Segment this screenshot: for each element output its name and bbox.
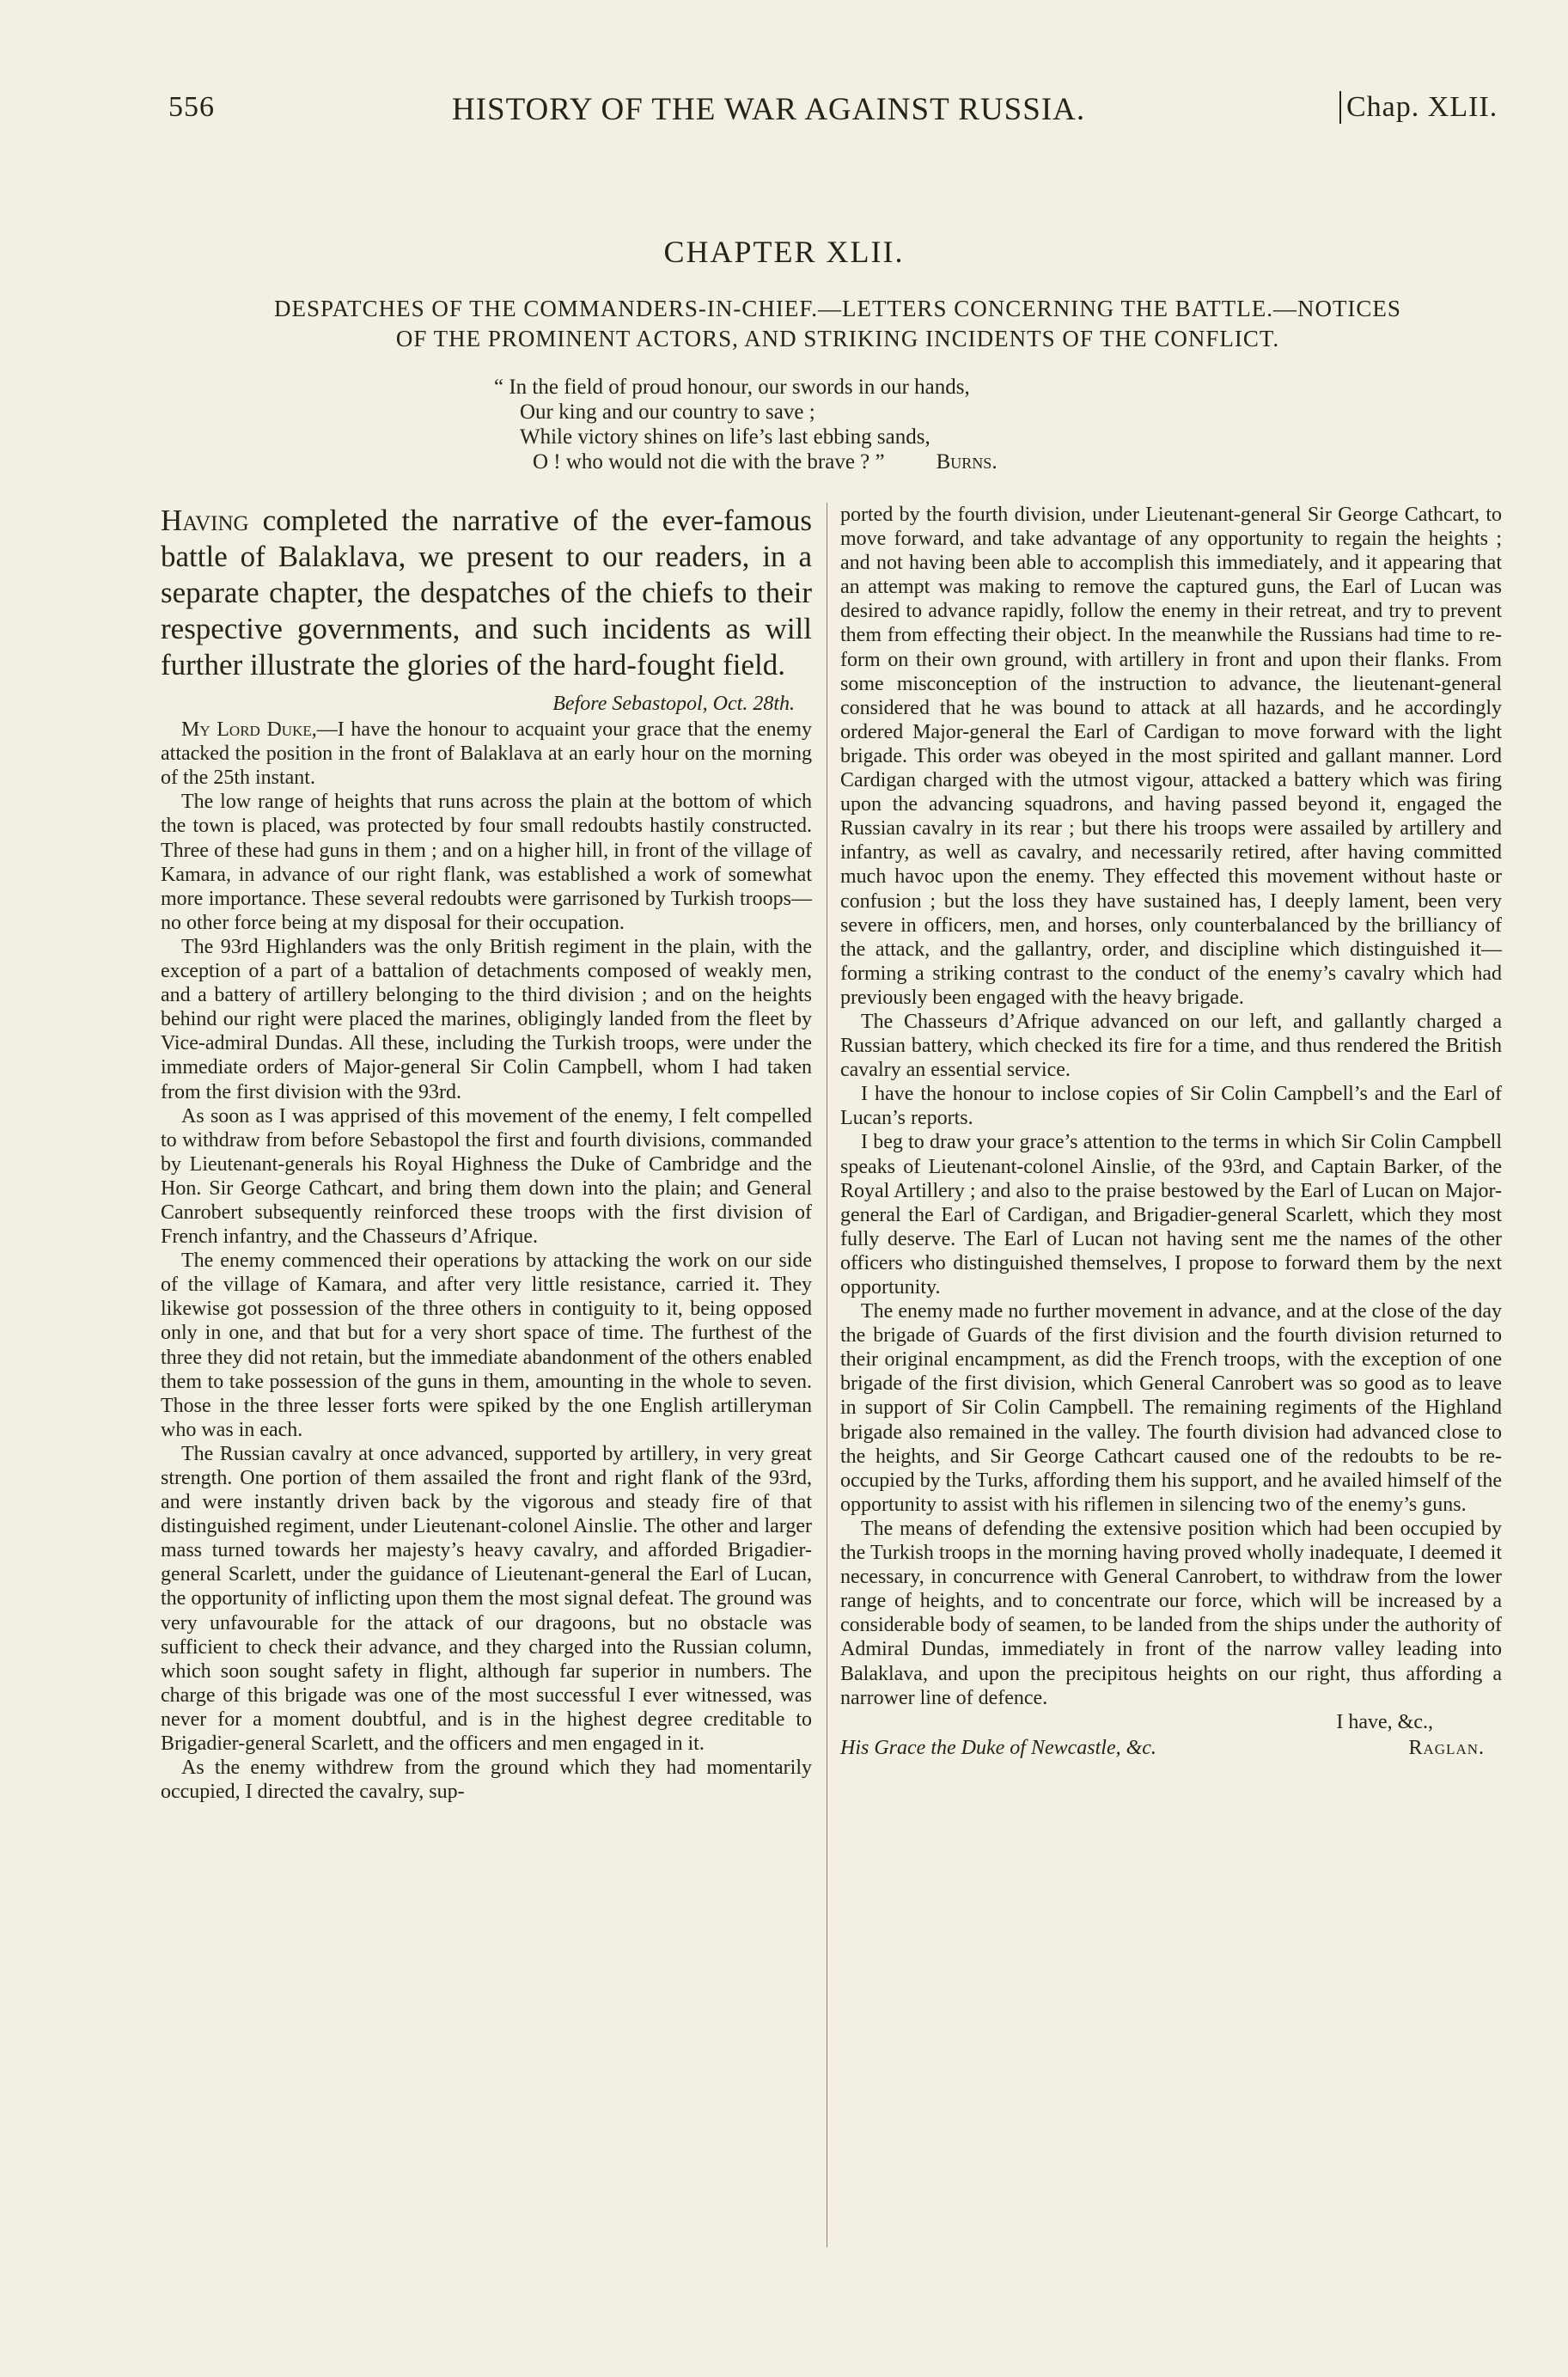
- dateline: Before Sebastopol, Oct. 28th.: [552, 693, 795, 715]
- left-column: [161, 503, 812, 1804]
- lead-text: completed the narrative of the ever-famous battle of Balaklava, we present to our readers, in a separate chapter, the despatches of the chiefs to their respective governments, and such incidents as will further illustrate the glories of the hard-fought field.: [161, 504, 812, 681]
- addressee: His Grace the Duke of Newcastle, &c.: [840, 1736, 1156, 1759]
- subtitle-line-2: OF THE PROMINENT ACTORS, AND STRIKING INCIDENTS OF THE CONFLICT.: [395, 326, 1280, 351]
- signature: Raglan.: [1408, 1736, 1485, 1759]
- closing: I have, &c.,: [1336, 1710, 1433, 1733]
- paragraph: I beg to draw your grace’s attention to the terms in which Sir Colin Campbell speaks of Lieutenant-colonel Ainslie, of the 93rd, and Captain Barker, of the Royal Artillery ; and also to the praise bestowed by the Earl of Lucan on Major-general the Earl of Cardigan, and Brigadier-general Scarlett, which they most fully deserve. The Earl of Lucan not having sent me the names of the other officers who distinguished themselves, I propose to forward them by the next opportunity.: [840, 1131, 1502, 1298]
- paragraph: The means of defending the extensive position which had been occupied by the Turkish troops in the morning having proved wholly inadequate, I deemed it necessary, in concurrence with General Canrobert, to withdraw from the lower range of heights, and to concentrate our force, which will be increased by a considerable body of seamen, to be landed from the ships under the authority of Admiral Dundas, immediately in front of the narrow valley leading into Balaklava, and upon the precipitous heights on our right, thus affording a narrower line of defence.: [840, 1517, 1502, 1709]
- epigraph: [494, 375, 1216, 474]
- running-head: [168, 91, 1516, 134]
- epigraph-line-4-text: O ! who would not die with the brave ? ”: [533, 450, 885, 474]
- chapter-subtitle: [159, 294, 1516, 354]
- epigraph-line-2: Our king and our country to save ;: [520, 400, 815, 424]
- chapter-reference: Chap. XLII.: [1339, 91, 1498, 124]
- paragraph-text: —I have the honour to acquaint your grace that the enemy attacked the position in the front of Balaklava at an early hour on the morning of the 25th instant.: [161, 718, 812, 790]
- lead-paragraph: [161, 503, 812, 683]
- paragraph: As the enemy withdrew from the ground which they had momentarily occupied, I directed the cavalry, sup-: [161, 1757, 812, 1804]
- right-column: [840, 503, 1502, 1760]
- salutation: My Lord Duke,: [181, 718, 317, 742]
- subtitle-line-1: DESPATCHES OF THE COMMANDERS-IN-CHIEF.—LETTERS CONCERNING THE BATTLE.—NOTICES: [274, 296, 1401, 321]
- paragraph: The Chasseurs d’Afrique advanced on our left, and gallantly charged a Russian battery, which checked its fire for a time, and thus rendered the British cavalry an essential service.: [840, 1010, 1502, 1082]
- paragraph: ported by the fourth division, under Lieutenant-general Sir George Cathcart, to move forward, and take advantage of any opportunity to regain the heights ; and not having been able to accomplish this immediately, and it appearing that an attempt was making to remove the captured guns, the Earl of Lucan was desired to advance rapidly, follow the enemy in their retreat, and try to prevent them from effecting their object. In the meanwhile the Russians had time to re-form on their own ground, with artillery in front and upon their flanks. From some misconception of the instruction to advance, the lieutenant-general considered that he was bound to attack at all hazards, and he accordingly ordered Major-general the Earl of Cardigan to move forward with the light brigade. This order was obeyed in the most spirited and gallant manner. Lord Cardigan charged with the utmost vigour, attacked a battery which was firing upon the advancing squadrons, and having passed beyond it, engaged the Russian cavalry in its rear ; but there his troops were assailed by artillery and infantry, as well as cavalry, and necessarily retired, after having committed much havoc upon the enemy. They effected this movement without haste or confusion ; but the loss they have sustained has, I deeply lament, been very severe in officers, men, and horses, only counterbalanced by the brilliancy of the attack, and the gallantry, order, and discipline which distinguished it—forming a striking contrast to the conduct of the enemy’s cavalry which had previously been engaged with the heavy brigade.: [840, 504, 1502, 1009]
- paragraph: As soon as I was apprised of this movement of the enemy, I felt compelled to withdraw from before Sebastopol the first and fourth divisions, commanded by Lieutenant-generals his Royal Highness the Duke of Cambridge and the Hon. Sir George Cathcart, and bring them down into the plain; and General Canrobert subsequently reinforced these troops with the first division of French infantry, and the Chasseurs d’Afrique.: [161, 1104, 812, 1249]
- epigraph-author: Burns.: [936, 450, 998, 474]
- lead-dropcap: Having: [161, 504, 249, 537]
- paragraph: The low range of heights that runs across the plain at the bottom of which the town is placed, was protected by four small redoubts hastily constructed. Three of these had guns in them ; and on a higher hill, in front of the village of Kamara, in advance of our right flank, was established a work of somewhat more importance. These several redoubts were garrisoned by Turkish troops—no other force being at my disposal for their occupation.: [161, 791, 812, 934]
- epigraph-line-4: [494, 449, 1216, 474]
- paragraph: [161, 718, 812, 790]
- page-number: 556: [168, 91, 215, 123]
- paragraph: I have the honour to inclose copies of Sir Colin Campbell’s and the Earl of Lucan’s reports.: [840, 1083, 1502, 1130]
- epigraph-line-3: While victory shines on life’s last ebbing sands,: [520, 425, 930, 449]
- paragraph: The enemy commenced their operations by attacking the work on our side of the village of Kamara, and after very little resistance, carried it. They likewise got possession of the three others in contiguity to it, being opposed only in one, and that but for a very short space of time. The furthest of the three they did not retain, but the immediate abandonment of the others enabled them to take possession of the guns in them, amounting in the whole to seven. Those in the three lesser forts were spiked by the one English artilleryman who was in each.: [161, 1250, 812, 1441]
- paragraph: The enemy made no further movement in advance, and at the close of the day the brigade of Guards of the first division and the fourth division returned to their original encampment, as did the French troops, with the exception of one brigade of the first division, which General Canrobert was so good as to leave in support of Sir Colin Campbell. The remaining regiments of the Highland brigade also remained in the valley. The fourth division had advanced close to the heights, and Sir George Cathcart caused one of the redoubts to be re-occupied by the Turks, affording them his support, and he availed himself of the opportunity to assist with his riflemen in silencing two of the enemy’s guns.: [840, 1300, 1502, 1516]
- epigraph-line-1: “ In the field of proud honour, our swords in our hands,: [494, 376, 970, 399]
- paragraph: The Russian cavalry at once advanced, supported by artillery, in very great strength. One portion of them assailed the front and right flank of the 93rd, and were instantly driven back by the vigorous and steady fire of that distinguished regiment, under Lieutenant-colonel Ainslie. The other and larger mass turned towards her majesty’s heavy cavalry, and afforded Brigadier-general Scarlett, under the guidance of Lieutenant-general the Earl of Lucan, the opportunity of inflicting upon them the most signal defeat. The ground was very unfavourable for the attack of our dragoons, but no obstacle was sufficient to check their advance, and they charged into the Russian column, which soon sought safety in flight, although far superior in numbers. The charge of this brigade was one of the most successful I ever witnessed, was never for a moment doubtful, and is in the highest degree creditable to Brigadier-general Scarlett, and the officers and men engaged in it.: [161, 1442, 812, 1756]
- address-line: [840, 1736, 1502, 1760]
- chapter-title: CHAPTER XLII.: [663, 235, 905, 269]
- paragraph: The 93rd Highlanders was the only British regiment in the plain, with the exception of a part of a battalion of detachments composed of weakly men, and a battery of artillery belonging to the third division ; and on the heights behind our right were placed the marines, obligingly landed from the fleet by Vice-admiral Dundas. All these, including the Turkish troops, were under the immediate orders of Major-general Sir Colin Campbell, whom I had taken from the first division with the 93rd.: [161, 935, 812, 1103]
- running-title: HISTORY OF THE WAR AGAINST RUSSIA.: [452, 92, 1086, 127]
